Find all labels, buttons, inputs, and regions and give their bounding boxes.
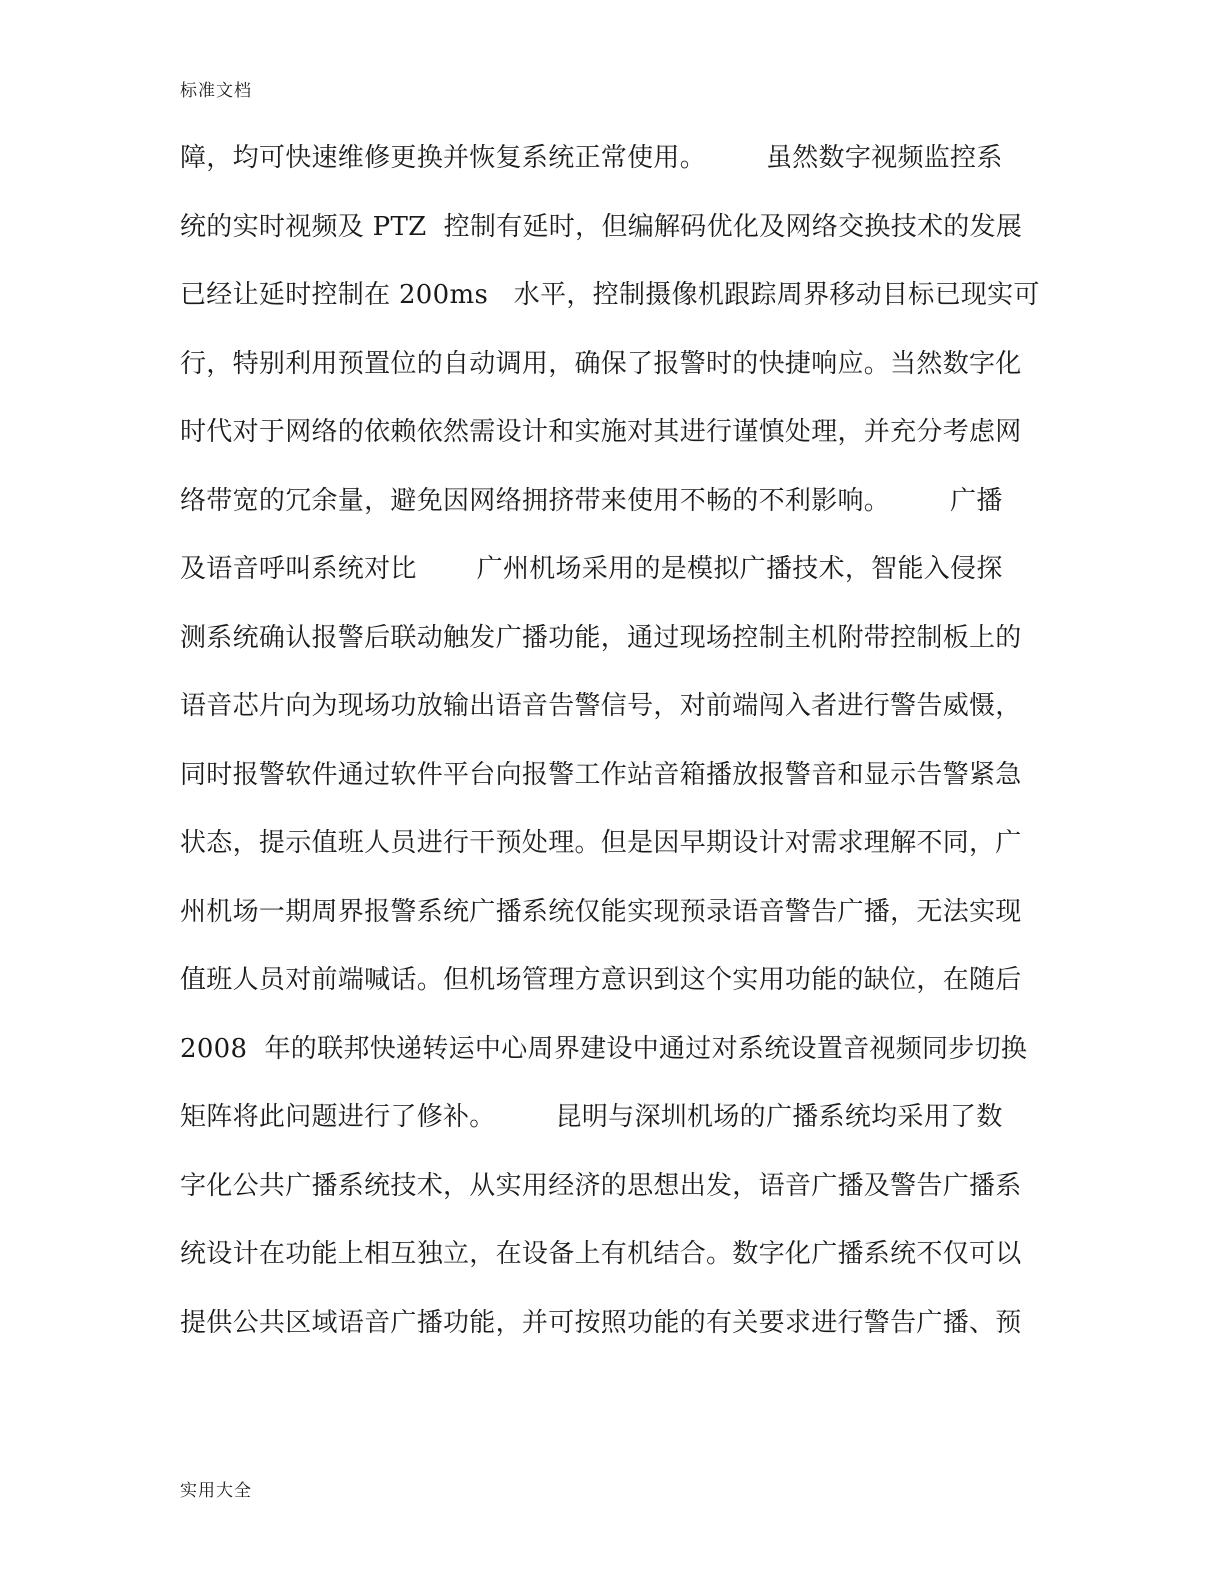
text-line: 状态，提示值班人员进行干预处理。但是因早期设计对需求理解不同，广 [180,828,1022,858]
body-text [180,128,1040,1361]
text-line: 及语音呼叫系统对比 广州机场采用的是模拟广播技术，智能入侵探 [180,554,1003,584]
text-line: 州机场一期周界报警系统广播系统仅能实现预录语音警告广播，无法实现 [180,896,1022,927]
text-line: 已经让延时控制在 200ms 水平，控制摄像机跟踪周界移动目标已现实可 [180,280,1040,310]
text-line: 统的实时视频及 PTZ 控制有延时，但编解码优化及网络交换技术的发展 [180,211,1023,242]
text-line: 值班人员对前端喊话。但机场管理方意识到这个实用功能的缺位，在随后 [180,965,1022,995]
text-line: 字化公共广播系统技术，从实用经济的思想出发，语音广播及警告广播系 [180,1170,1022,1201]
text-line: 行，特别利用预置位的自动调用，确保了报警时的快捷响应。当然数字化 [180,348,1022,379]
page-header: 标准文档 [180,81,252,101]
text-line: 2008 年的联邦快递转运中心周界建设中通过对系统设置音视频同步切换 [180,1033,1028,1064]
text-line: 语音芯片向为现场功放输出语音告警信号，对前端闯入者进行警告威慑， [180,691,1022,721]
text-line: 矩阵将此问题进行了修补。 昆明与深圳机场的广播系统均采用了数 [180,1102,1003,1132]
text-line: 同时报警软件通过软件平台向报警工作站音箱播放报警音和显示告警紧急 [180,759,1022,790]
page-footer: 实用大全 [180,1481,252,1501]
text-line: 提供公共区域语音广播功能，并可按照功能的有关要求进行警告广播、预 [180,1307,1022,1338]
text-line: 障，均可快速维修更换并恢复系统正常使用。 虽然数字视频监控系 [180,143,1003,173]
text-line: 统设计在功能上相互独立，在设备上有机结合。数字化广播系统不仅可以 [180,1239,1022,1269]
text-line: 测系统确认报警后联动触发广播功能，通过现场控制主机附带控制板上的 [180,622,1022,653]
text-line: 时代对于网络的依赖依然需设计和实施对其进行谨慎处理，并充分考虑网 [180,417,1022,447]
text-line: 络带宽的冗余量，避免因网络拥挤带来使用不畅的不利影响。 广播 [180,485,1003,516]
